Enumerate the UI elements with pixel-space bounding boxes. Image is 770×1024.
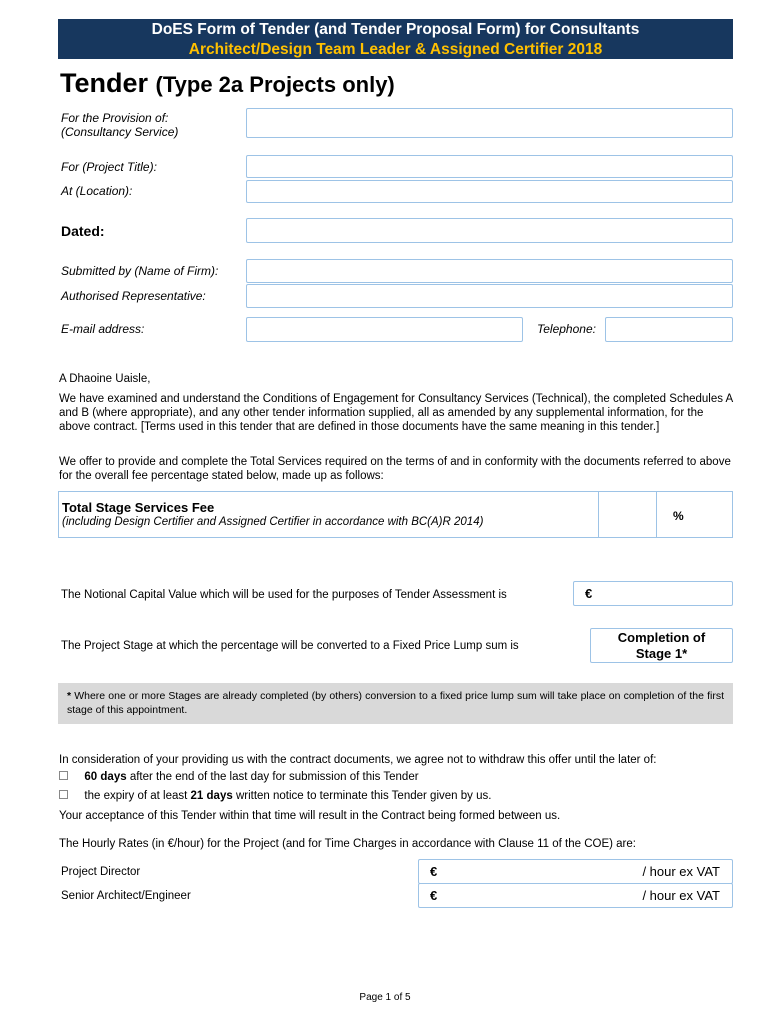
provision-label-line-2: (Consultancy Service) [61, 125, 179, 139]
salutation: A Dhaoine Uaisle, [59, 373, 151, 385]
representative-field[interactable] [246, 284, 733, 308]
footnote-text: Where one or more Stages are already completed (by others) conversion to a fixed price lump sum will take place on completion of the first stage of this appointment. [67, 690, 724, 716]
rate-unit: / hour ex VAT [642, 888, 720, 903]
title-sub: (Type 2a Projects only) [155, 72, 395, 97]
telephone-label: Telephone: [537, 322, 596, 336]
acceptance-text: Your acceptance of this Tender within that time will result in the Contract being formed between us. [59, 810, 561, 822]
fee-title: Total Stage Services Fee [62, 500, 215, 515]
fee-note: (including Design Certifier and Assigned Certifier in accordance with BC(A)R 2014) [62, 516, 484, 528]
page-title [60, 68, 395, 99]
stage-value-line-2: Stage 1* [635, 646, 688, 661]
fee-percent-input[interactable] [599, 492, 656, 537]
checkbox-icon[interactable] [59, 771, 68, 780]
banner-line-1: DoES Form of Tender (and Tender Proposal Form) for Consultants [151, 21, 640, 38]
firm-label: Submitted by (Name of Firm): [61, 264, 219, 278]
provision-label-line-1: For the Provision of: [61, 111, 169, 125]
email-field[interactable] [246, 317, 523, 342]
provision-field[interactable] [246, 108, 733, 138]
checkbox-icon[interactable] [59, 790, 68, 799]
consideration-item-1 [59, 770, 419, 784]
rate-field-project-director[interactable] [418, 859, 733, 884]
item-2-days: 21 days [190, 790, 233, 802]
stage-value-line-1: Completion of [617, 630, 706, 645]
fee-divider-2 [656, 492, 657, 537]
item-2-text: written notice to terminate this Tender given by us. [235, 790, 492, 802]
footnote-star: * [67, 690, 72, 702]
letter-paragraph-2: We offer to provide and complete the Total Services required on the terms of and in conformity with the documents referred to above for the overall fee percentage stated below, made up as follows: [59, 456, 731, 482]
euro-sign: € [430, 888, 438, 903]
project-title-field[interactable] [246, 155, 733, 178]
title-main: Tender [60, 68, 149, 98]
euro-sign: € [585, 586, 593, 601]
firm-field[interactable] [246, 259, 733, 283]
project-stage-field [590, 628, 733, 663]
stage-footnote [58, 683, 733, 724]
consideration-intro: In consideration of your providing us with the contract documents, we agree not to withdraw this offer until the later of: [59, 754, 657, 766]
project-title-label: For (Project Title): [61, 160, 157, 174]
item-1-days: 60 days [84, 771, 127, 783]
item-1-text: after the end of the last day for submission of this Tender [129, 771, 419, 783]
location-label: At (Location): [61, 184, 133, 198]
dated-label: Dated: [61, 223, 105, 239]
representative-label: Authorised Representative: [61, 289, 206, 303]
provision-label [61, 111, 178, 139]
project-stage-label: The Project Stage at which the percentage will be converted to a Fixed Price Lump sum is [61, 640, 519, 652]
email-label: E-mail address: [61, 322, 145, 336]
rate-role-senior-architect: Senior Architect/Engineer [61, 890, 191, 902]
rates-intro: The Hourly Rates (in €/hour) for the Project (and for Time Charges in accordance with Clause 11 of the COE) are: [59, 838, 636, 850]
page-number: Page 1 of 5 [359, 992, 411, 1003]
euro-sign: € [430, 864, 438, 879]
notional-value-field[interactable] [573, 581, 733, 606]
consideration-item-2 [59, 789, 491, 803]
percent-sign: % [673, 509, 684, 523]
header-banner [58, 19, 733, 59]
letter-paragraph-1: We have examined and understand the Conditions of Engagement for Consultancy Services (Technical), the completed Schedules A and B (where appropriate), and any other tender information supplied, all as amended by any supplemental information, for the above contract. [Terms used in this tender that are defined in those documents have the same meaning in this tender.] [59, 393, 733, 433]
banner-line-2: Architect/Design Team Leader & Assigned Certifier 2018 [188, 41, 603, 58]
dated-field[interactable] [246, 218, 733, 243]
telephone-field[interactable] [605, 317, 733, 342]
rate-field-senior-architect[interactable] [418, 883, 733, 908]
rate-unit: / hour ex VAT [642, 864, 720, 879]
location-field[interactable] [246, 180, 733, 203]
notional-value-label: The Notional Capital Value which will be used for the purposes of Tender Assessment is [61, 589, 507, 601]
rate-role-project-director: Project Director [61, 866, 141, 878]
item-2-pre: the expiry of at least [84, 790, 188, 802]
total-fee-box [58, 491, 733, 538]
